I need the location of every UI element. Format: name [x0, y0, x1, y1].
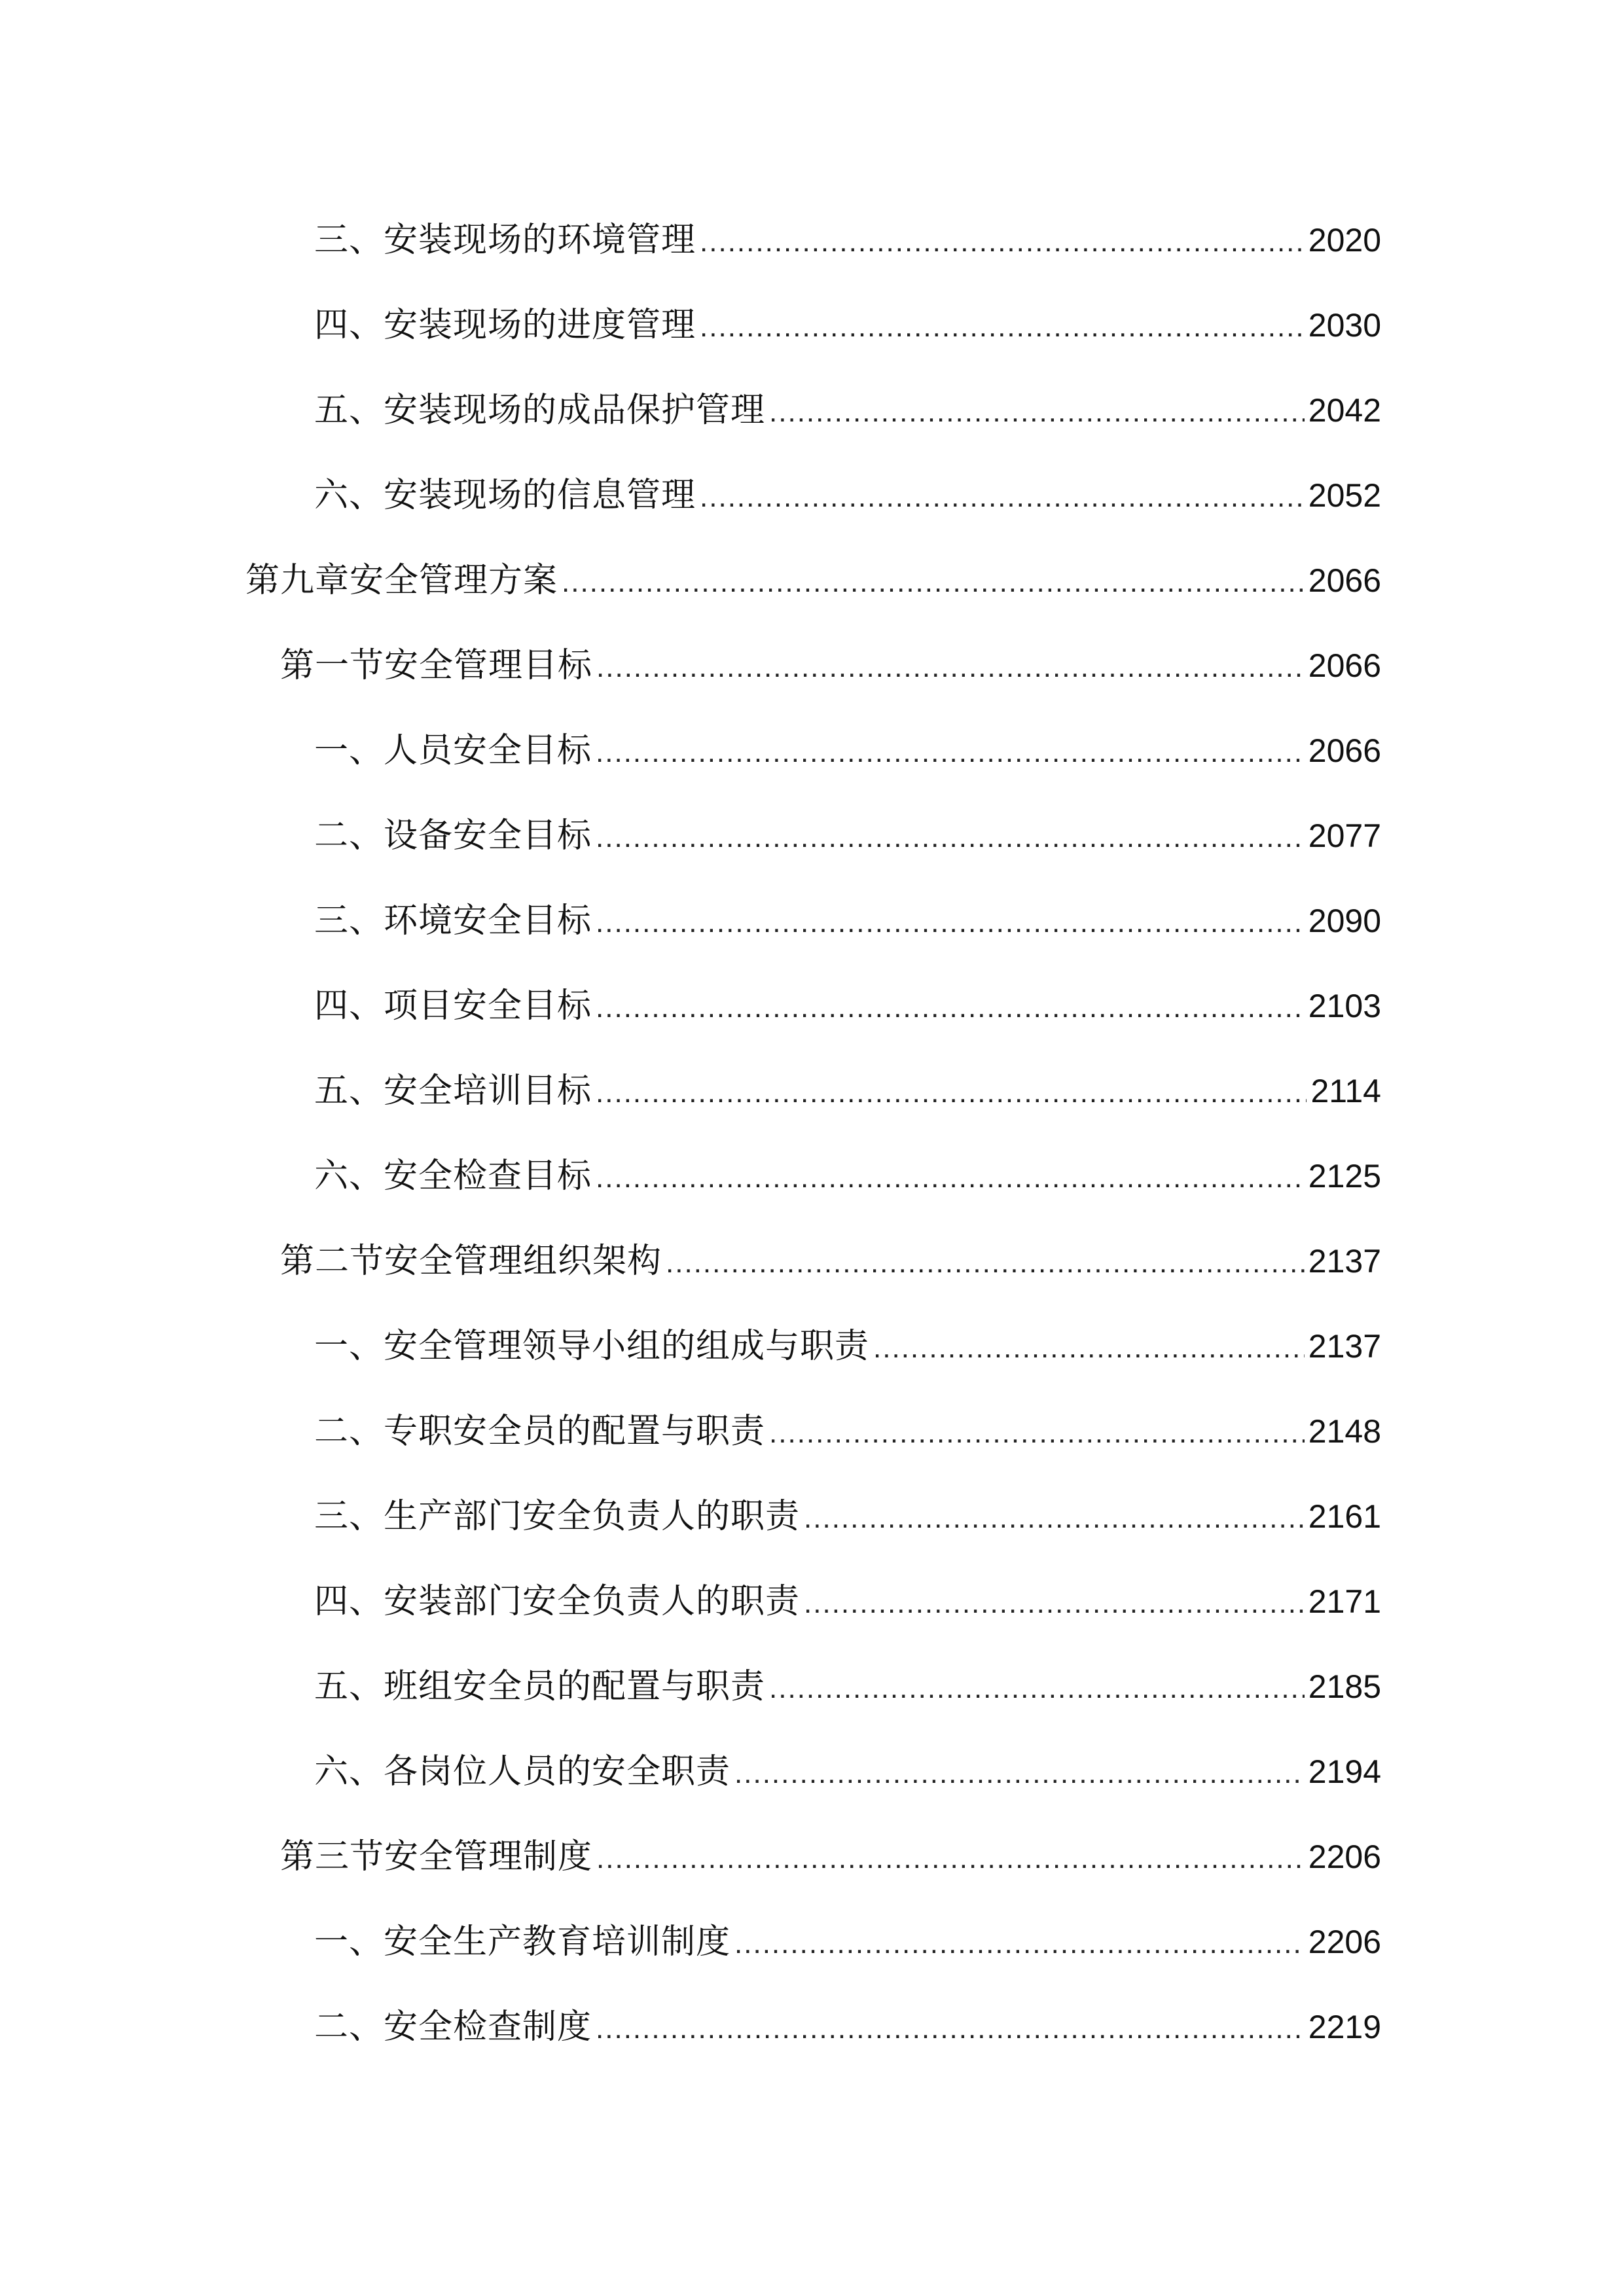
toc-entry-title: 四、项目安全目标	[314, 986, 592, 1026]
toc-entry[interactable]	[314, 895, 1381, 947]
toc-entry-page: 2148	[1308, 1413, 1381, 1450]
toc-entry-page: 2103	[1308, 988, 1381, 1024]
toc-entry-page: 2125	[1308, 1158, 1381, 1194]
toc-entry-title: 五、安装现场的成品保护管理	[314, 391, 766, 430]
dot-leader	[596, 1067, 1307, 1119]
toc-entry-section[interactable]	[280, 639, 1381, 692]
dot-leader	[734, 1918, 1305, 1970]
toc-entry[interactable]	[314, 1065, 1381, 1117]
dot-leader	[700, 301, 1305, 353]
toc-entry-title: 一、安全管理领导小组的组成与职责	[314, 1327, 870, 1366]
toc-entry-page: 2206	[1308, 1839, 1381, 1875]
toc-entry-page: 2052	[1308, 477, 1381, 514]
dot-leader	[596, 982, 1305, 1034]
dot-leader	[769, 1407, 1305, 1460]
toc-entry[interactable]	[314, 1916, 1381, 1968]
toc-entry-title: 一、安全生产教育培训制度	[314, 1922, 731, 1962]
toc-entry[interactable]	[314, 1490, 1381, 1543]
toc-entry-page: 2066	[1308, 732, 1381, 769]
toc-entry-title: 四、安装部门安全负责人的职责	[314, 1582, 801, 1621]
toc-entry-title: 三、环境安全目标	[314, 901, 592, 941]
dot-leader	[562, 556, 1305, 609]
dot-leader	[596, 812, 1305, 864]
toc-entry-title: 第二节安全管理组织架构	[280, 1242, 662, 1281]
dot-leader	[700, 471, 1305, 524]
toc-entry-page: 2137	[1308, 1328, 1381, 1365]
toc-entry[interactable]	[314, 1660, 1381, 1713]
toc-entry[interactable]	[314, 725, 1381, 777]
toc-entry[interactable]	[314, 469, 1381, 522]
toc-entry-page: 2066	[1308, 562, 1381, 599]
dot-leader	[596, 726, 1305, 779]
toc-entry-section[interactable]	[280, 1831, 1381, 1883]
dot-leader	[804, 1577, 1305, 1630]
toc-entry-title: 四、安装现场的进度管理	[314, 306, 696, 345]
toc-entry-page: 2137	[1308, 1243, 1381, 1280]
toc-entry[interactable]	[314, 1746, 1381, 1798]
toc-entry[interactable]	[314, 2001, 1381, 2053]
toc-entry-title: 五、班组安全员的配置与职责	[314, 1667, 766, 1706]
dot-leader	[873, 1322, 1305, 1374]
toc-entry-page: 2194	[1308, 1753, 1381, 1790]
toc-entry-title: 第九章安全管理方案	[245, 561, 558, 600]
dot-leader	[804, 1492, 1305, 1545]
toc-entry[interactable]	[314, 1150, 1381, 1202]
toc-entry-page: 2206	[1308, 1924, 1381, 1960]
toc-entry-title: 五、安全培训目标	[314, 1071, 592, 1111]
toc-entry[interactable]	[314, 1320, 1381, 1372]
dot-leader	[596, 1152, 1305, 1204]
toc-entry[interactable]	[314, 299, 1381, 351]
toc-entry-title: 六、各岗位人员的安全职责	[314, 1752, 731, 1791]
toc-entry-title: 二、专职安全员的配置与职责	[314, 1412, 766, 1451]
toc-entry-page: 2042	[1308, 392, 1381, 429]
toc-entry-page: 2020	[1308, 222, 1381, 259]
toc-entry[interactable]	[314, 980, 1381, 1032]
toc-entry-title: 六、安全检查目标	[314, 1157, 592, 1196]
toc-entry-page: 2219	[1308, 2009, 1381, 2045]
dot-leader	[734, 1748, 1305, 1800]
toc-entry[interactable]	[314, 1405, 1381, 1458]
dot-leader	[769, 386, 1305, 439]
toc-entry-page: 2066	[1308, 647, 1381, 684]
toc-entry-chapter[interactable]	[245, 554, 1381, 607]
toc-entry-title: 二、设备安全目标	[314, 816, 592, 855]
toc-entry-title: 三、安装现场的环境管理	[314, 221, 696, 260]
toc-entry-title: 六、安装现场的信息管理	[314, 476, 696, 515]
dot-leader	[596, 1833, 1305, 1885]
dot-leader	[700, 216, 1305, 268]
toc-entry-page: 2090	[1308, 903, 1381, 939]
toc-entry-page: 2114	[1310, 1073, 1381, 1109]
toc-entry-section[interactable]	[280, 1235, 1381, 1287]
toc-entry-page: 2161	[1308, 1498, 1381, 1535]
toc-entry-page: 2171	[1308, 1583, 1381, 1620]
toc-entry[interactable]	[314, 810, 1381, 862]
dot-leader	[596, 897, 1305, 949]
toc-entry-title: 一、人员安全目标	[314, 731, 592, 770]
toc-entry[interactable]	[314, 384, 1381, 437]
toc-entry-title: 第一节安全管理目标	[280, 646, 593, 685]
toc-entry-page: 2077	[1308, 817, 1381, 854]
dot-leader	[769, 1662, 1305, 1715]
dot-leader	[596, 641, 1305, 694]
toc-entry-page: 2185	[1308, 1668, 1381, 1705]
toc-entry-title: 三、生产部门安全负责人的职责	[314, 1497, 801, 1536]
toc-entry-title: 二、安全检查制度	[314, 2007, 592, 2047]
dot-leader	[666, 1237, 1305, 1289]
toc-entry-page: 2030	[1308, 307, 1381, 344]
toc-entry[interactable]	[314, 214, 1381, 266]
dot-leader	[596, 2003, 1305, 2055]
toc-entry[interactable]	[314, 1575, 1381, 1628]
toc-entry-title: 第三节安全管理制度	[280, 1837, 593, 1876]
